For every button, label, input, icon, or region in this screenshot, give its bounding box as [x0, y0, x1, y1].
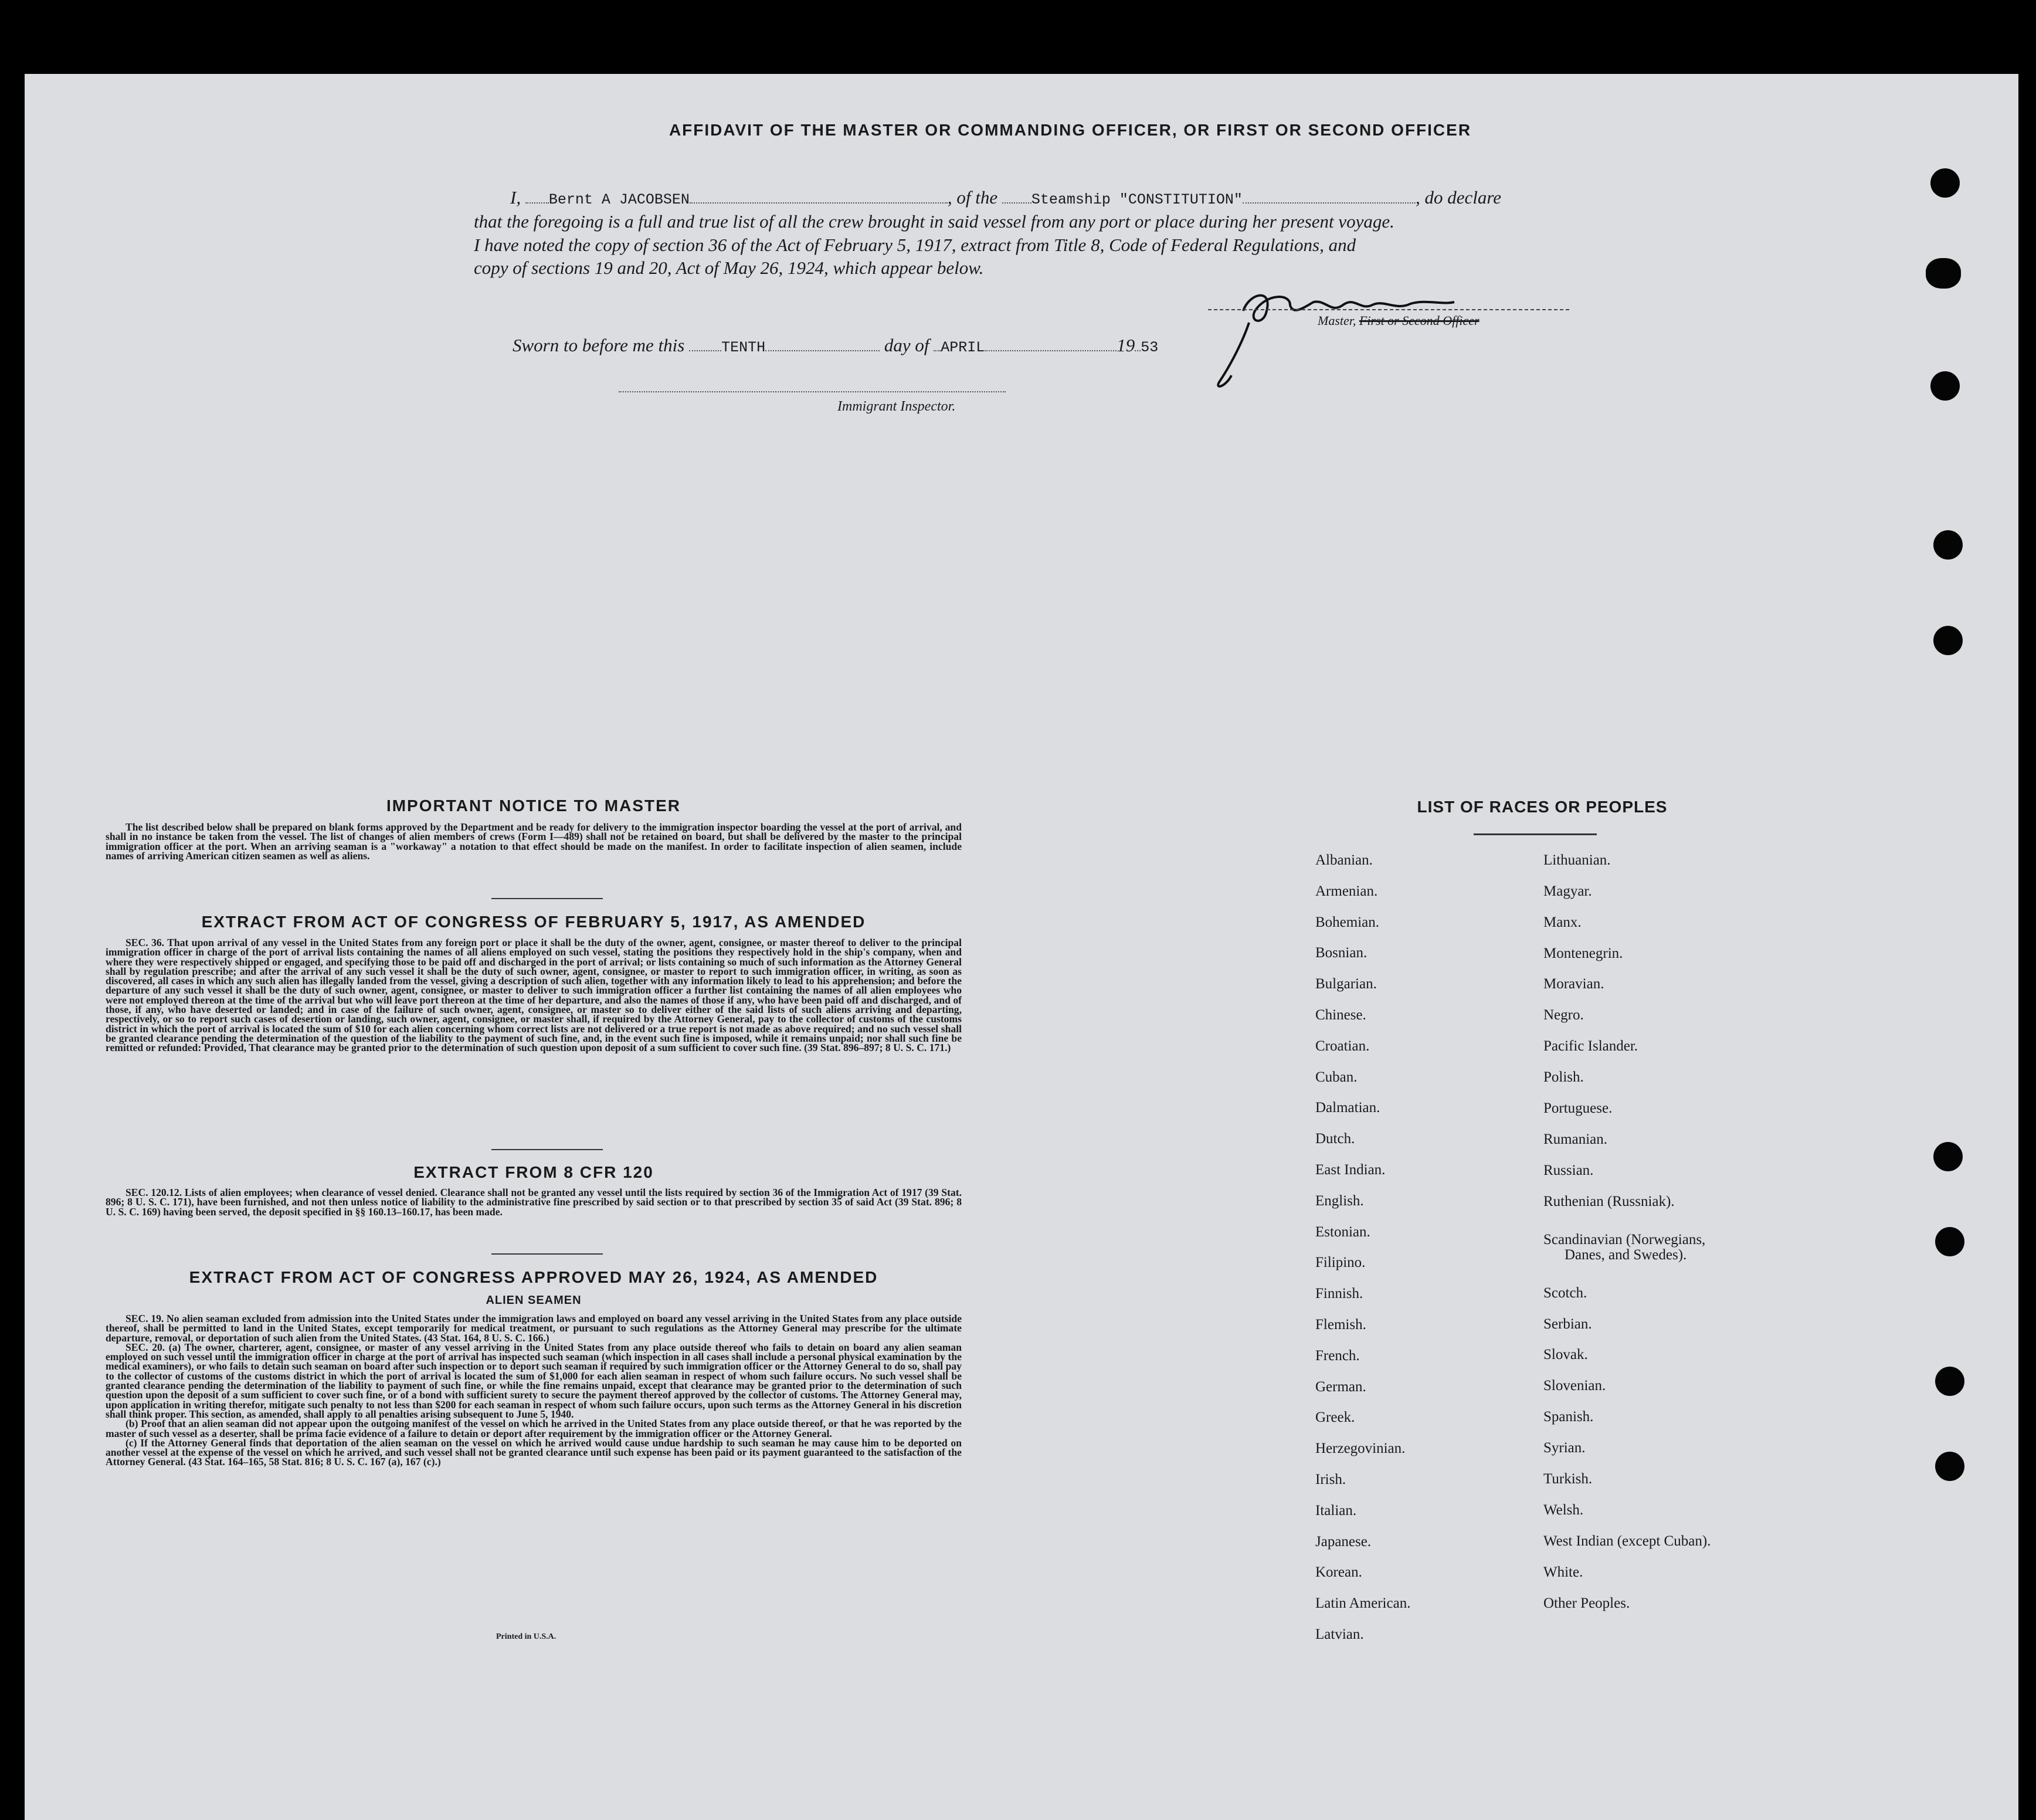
extract-1917-body: [106, 938, 962, 1053]
race-item: Scotch.: [1543, 1285, 1587, 1301]
punch-hole: [1935, 1367, 1964, 1396]
do-declare-text: , do declare: [1415, 187, 1501, 208]
notice-body: [106, 822, 962, 860]
section-120-12-paragraph: SEC. 120.12. Lists of alien employees; when clearance of vessel denied. Clearance shall not be granted any vessel until the lists required by section 36 of the Immigration Act of 1917 (39 Stat. 896; 8 U. S. C. 171), have been furnished, and not then unless notice of liability to the administrative fine prescribed by said section or to that prescribed by section 35 of said Act (39 Stat. 896; 8 U. S. C. 169) having been served, the deposit specified in §§ 160.13–160.17, has been made.: [106, 1187, 962, 1218]
race-item: West Indian (except Cuban).: [1543, 1533, 1711, 1549]
affidavit-line-3: I have noted the copy of section 36 of the Act of February 5, 1917, extract from Title 8, Code of Federal Regulations, and: [474, 235, 1356, 255]
race-item: Finnish.: [1315, 1286, 1363, 1302]
race-item: Korean.: [1315, 1564, 1362, 1581]
race-item: Pacific Islander.: [1543, 1038, 1638, 1054]
punch-hole: [1926, 258, 1961, 289]
race-item: English.: [1315, 1192, 1364, 1209]
race-item: Albanian.: [1315, 852, 1373, 868]
sworn-day: TENTH: [721, 339, 766, 356]
race-item: Bohemian.: [1315, 914, 1380, 930]
sworn-line: [513, 334, 1158, 359]
race-item: Turkish.: [1543, 1471, 1593, 1487]
race-item: Estonian.: [1315, 1223, 1370, 1240]
race-item: Negro.: [1543, 1007, 1584, 1023]
race-item: Italian.: [1315, 1502, 1357, 1519]
master-name: Bernt A JACOBSEN: [548, 191, 690, 208]
master-caption-text: Master,: [1318, 313, 1356, 328]
race-item: Filipino.: [1315, 1255, 1366, 1271]
race-item: Ruthenian (Russniak).: [1543, 1194, 1675, 1209]
section-36-paragraph: SEC. 36. That upon arrival of any vessel in the United States from any foreign port or place it shall be the duty of the owner, agent, consignee, or master thereof to deliver to the principal immigration officer in charge of the port of arrival lists containing the names of all aliens employed on such vessel, stating the positions they respectively hold in the ship's company, when and where they were respectively shipped or engaged, and specifying those to be paid off and discharged in the port of arrival; or lists containing so much of such information as the Attorney General shall by regulation prescribe; and after the arrival of any such vessel it shall be the duty of such owner, agent, consignee, or master to report to such immigration officer, in writing, as soon as discovered, all cases in which any such alien has illegally landed from the vessel, giving a description of such alien, together with any information likely to lead to his apprehension; and before the departure of any such vessel it shall be the duty of such owner, agent, consignee, or master to deliver to such immigration officer a further list containing the names of all alien employees who were not employed thereon at the time of the arrival but who will leave port thereon at the time of her departure, and also the names of those if any, who have been paid off and discharged, and of those, if any, who have deserted or landed; and in case of the failure of such owner, agent, consignee, or master so to deliver either of the said lists of such aliens arriving and departing, respectively, or so to report such cases of desertion or landing, such owner, agent, consignee, or master shall, if required by the Attorney General, pay to the collector of customs of the customs district in which the port of arrival is located the sum of $10 for each alien concerning whom correct lists are not delivered or a true report is not made as above required; and no such vessel shall be granted clearance pending the determination of the question of the liability to the payment of such fine, and, in the event such fine is imposed, while it remains unpaid; nor shall such fine be remitted or refunded: Provided, That clearance may be granted prior to the determination of such question upon deposit of a sum sufficient to cover such fine. (39 Stat. 896–897; 8 U. S. C. 171.): [106, 937, 962, 1054]
punch-hole: [1930, 168, 1960, 198]
affidavit-line-1: [510, 187, 1501, 211]
extract-1917-title: EXTRACT FROM ACT OF CONGRESS OF FEBRUARY 5, 1917, AS AMENDED: [201, 913, 866, 931]
race-item: Bosnian.: [1315, 945, 1367, 961]
divider: [491, 1149, 603, 1150]
race-item: Latin American.: [1315, 1595, 1411, 1612]
race-item: Cuban.: [1315, 1069, 1358, 1085]
divider: [491, 1253, 603, 1255]
notice-paragraph: The list described below shall be prepared on blank forms approved by the Department and be ready for delivery to the immigration inspector boarding the vessel at the port of arrival, and shall in no instance be taken from the vessel. The list of changes of alien members of crews (Form I—489) shall not be retained on board, but shall be delivered by the master to the principal immigration officer at the port. When an arriving seaman is a "workaway" a notation to that effect should be made on the manifest. In order to facilitate inspection of alien seamen, include names of arriving American citizen seamen as well as aliens.: [106, 821, 962, 862]
race-item: Armenian.: [1315, 883, 1378, 899]
punch-hole: [1935, 1227, 1964, 1256]
sworn-month: APRIL: [941, 339, 985, 356]
race-item: Bulgarian.: [1315, 976, 1377, 992]
section-20b-paragraph: (b) Proof that an alien seaman did not appear upon the outgoing manifest of the vessel on which he arrived in the United States from any place outside thereof, or that he was reported by the master of such vessel as a deserter, shall be prima facie evidence of a failure to detain or deport after requirement by the immigration officer or the Attorney General.: [106, 1418, 962, 1439]
extract-1924-body: [106, 1314, 962, 1467]
extract-1924-title: EXTRACT FROM ACT OF CONGRESS APPROVED MAY 26, 1924, AS AMENDED: [189, 1268, 878, 1286]
race-item: Herzegovinian.: [1315, 1441, 1406, 1457]
cfr-title: EXTRACT FROM 8 CFR 120: [413, 1163, 654, 1181]
race-item: Danes, and Swedes).: [1565, 1247, 1687, 1263]
affidavit-line-4: copy of sections 19 and 20, Act of May 26, 1924, which appear below.: [474, 257, 984, 278]
race-item: German.: [1315, 1378, 1366, 1395]
inspector-caption: Immigrant Inspector.: [837, 399, 956, 414]
race-item: Scandinavian (Norwegians,: [1543, 1232, 1706, 1248]
punch-hole: [1930, 371, 1960, 401]
day-of-text: day of: [884, 335, 929, 355]
race-item: Portuguese.: [1543, 1100, 1613, 1116]
divider: [1474, 833, 1597, 835]
punch-hole: [1933, 530, 1963, 560]
race-item: Russian.: [1543, 1163, 1594, 1178]
divider: [491, 898, 603, 899]
race-item: Irish.: [1315, 1472, 1346, 1487]
race-item: Syrian.: [1543, 1440, 1586, 1456]
race-item: Japanese.: [1315, 1533, 1372, 1550]
punch-hole: [1933, 626, 1963, 655]
race-item: Lithuanian.: [1543, 852, 1611, 868]
master-caption: [1318, 310, 1480, 332]
race-item: Slovenian.: [1543, 1378, 1606, 1394]
race-item: Rumanian.: [1543, 1131, 1608, 1147]
year-suffix: 53: [1141, 339, 1159, 356]
punch-hole: [1933, 1142, 1963, 1171]
section-20a-paragraph: SEC. 20. (a) The owner, charterer, agent, consignee, or master of any vessel arriving in the United States from any place outside thereof who fails to detain on board any alien seaman employed on such vessel until the immigration officer in charge at the port of arrival has inspected such seaman (which inspection in all cases shall include a personal physical examination by the medical examiners), or who fails to detain such seaman on board after such inspection or to deport such seaman if required by such immigration officer or the Attorney General to do so, shall pay to the collector of customs of the customs district in which the port of arrival is located the sum of $1,000 for each alien seaman in respect of whom such failure occurs. No such vessel shall be granted clearance pending the determination of the liability to payment of such fine, or while the fine remains unpaid, except that clearance may be granted prior to the determination of such question upon the deposit of a sum sufficient to cover such fine, or of a bond with sufficient surety to secure the payment thereof approved by the collector of customs. The Attorney General may, upon application in writing therefor, mitigate such penalty to not less than $200 for each seaman in respect of whom such failure occurs, upon such terms as the Attorney General in his discretion shall think proper. This section, as amended, shall apply to all penalties arising subsequent to June 5, 1940.: [106, 1341, 962, 1420]
vessel-name: Steamship "CONSTITUTION": [1031, 191, 1243, 208]
race-item: Manx.: [1543, 914, 1582, 930]
race-item: East Indian.: [1315, 1162, 1386, 1178]
section-19-paragraph: SEC. 19. No alien seaman excluded from admission into the United States under the immigration laws and employed on board any vessel arriving in the United States from any place outside thereof, shall be permitted to land in the United States, except temporarily for medical treatment, or pursuant to such regulations as the Attorney General may prescribe for the ultimate departure, removal, or deportation of such alien from the United States. (43 Stat. 164, 8 U. S. C. 166.): [106, 1313, 962, 1344]
race-item: Dalmatian.: [1315, 1100, 1380, 1116]
of-the-text: , of the: [947, 187, 998, 208]
affidavit-i: I,: [510, 187, 521, 208]
race-item: Serbian.: [1543, 1316, 1592, 1332]
notice-title: IMPORTANT NOTICE TO MASTER: [386, 797, 681, 815]
affidavit-line-2: that the foregoing is a full and true list of all the crew brought in said vessel from any port or place during her present voyage.: [474, 211, 1394, 232]
race-item: Magyar.: [1543, 883, 1592, 899]
race-item: Croatian.: [1315, 1038, 1370, 1054]
race-item: Latvian.: [1315, 1626, 1364, 1642]
cfr-body: [106, 1188, 962, 1216]
section-20c-paragraph: (c) If the Attorney General finds that deportation of the alien seaman on the vessel on which he arrived would cause undue hardship to such seaman he may cause him to be deported on another vessel at the expense of the vessel on which he arrived, and such vessel shall not be granted clearance until such expense has been paid or its payment guaranteed to the satisfaction of the Attorney General. (43 Stat. 164–165, 58 Stat. 816; 8 U. S. C. 167 (a), 167 (c).): [106, 1436, 962, 1468]
race-item: French.: [1315, 1347, 1360, 1364]
race-item: Moravian.: [1543, 976, 1604, 992]
race-item: Spanish.: [1543, 1409, 1594, 1425]
year-prefix: 19: [1117, 335, 1135, 355]
race-item: Other Peoples.: [1543, 1595, 1630, 1611]
race-item: Welsh.: [1543, 1502, 1584, 1518]
affidavit-title: AFFIDAVIT OF THE MASTER OR COMMANDING OFFICER, OR FIRST OR SECOND OFFICER: [669, 121, 1472, 139]
race-item: Polish.: [1543, 1069, 1584, 1085]
printed-in-usa: Printed in U.S.A.: [496, 1632, 556, 1641]
race-item: Chinese.: [1315, 1007, 1366, 1023]
race-item: Flemish.: [1315, 1317, 1366, 1333]
race-item: Greek.: [1315, 1409, 1355, 1426]
sworn-label: Sworn to before me this: [513, 335, 685, 355]
race-item: Dutch.: [1315, 1131, 1355, 1147]
race-item: Montenegrin.: [1543, 945, 1623, 961]
officer-caption-struck: First or Second Officer: [1359, 313, 1480, 328]
race-item: White.: [1543, 1564, 1583, 1580]
alien-seamen-subtitle: ALIEN SEAMEN: [486, 1294, 582, 1307]
races-title: LIST OF RACES OR PEOPLES: [1417, 798, 1668, 816]
race-item: Slovak.: [1543, 1347, 1588, 1363]
punch-hole: [1935, 1452, 1964, 1481]
inspector-signature-line: [619, 391, 1006, 392]
